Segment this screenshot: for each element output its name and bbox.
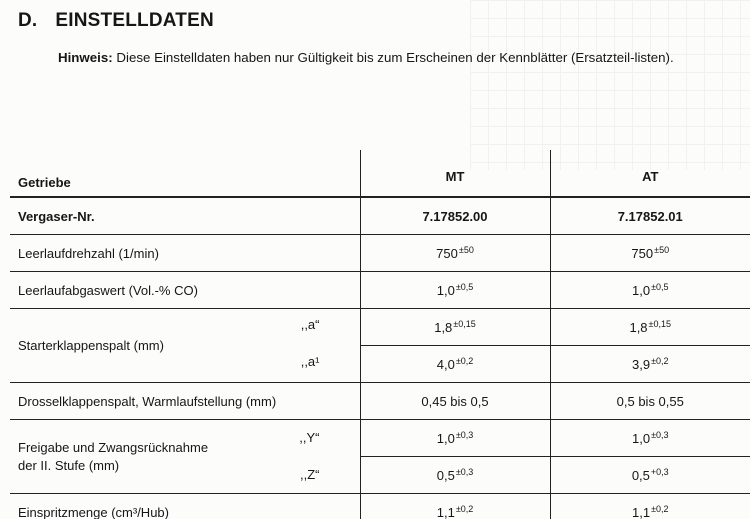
background-grid-pattern [470,0,750,170]
row-label: Vergaser-Nr. [10,197,360,235]
sub-marker-a: ,,a“ [300,317,320,332]
header-mt: MT [360,150,550,197]
table-row-leerlaufabgaswert [10,272,750,309]
value-number: 1,0 [631,283,651,298]
value-number: 4,0 [436,357,455,372]
section-number: D. [18,10,38,31]
value-tolerance: ±0,2 [651,504,669,514]
value-mt [360,309,550,346]
value-mt: 7.17852.00 [360,197,550,235]
row-label: Drosselklappenspalt, Warmlaufstellung (mm) [10,383,360,420]
table-row-einspritzmenge [10,494,750,519]
settings-table [10,150,750,519]
row-label-freigabe [10,420,360,494]
value-tolerance: ±0,2 [651,356,669,366]
header-at: AT [550,150,750,197]
value-tolerance: ±50 [458,245,474,255]
note-text: Diese Einstelldaten haben nur Gültigkeit bis zum Erscheinen der Kennblätter (Ersatzteil-listen). [116,50,674,65]
row-label: Einspritzmenge (cm³/Hub) [10,494,360,519]
value-number: 1,0 [631,431,651,446]
table-header-row [10,150,750,197]
value-at: 0,5 bis 0,55 [550,383,750,420]
value-at [550,346,750,383]
row-label: Leerlaufabgaswert (Vol.-% CO) [10,272,360,309]
row-label: Leerlaufdrehzahl (1/min) [10,235,360,272]
value-tolerance: ±0,5 [651,282,669,292]
value-at: 7.17852.01 [550,197,750,235]
value-tolerance: ±0,15 [648,319,672,329]
sub-marker-a1: ,,a¹ [300,354,320,369]
value-tolerance: ±0,3 [651,430,669,440]
row-label-starterklappenspalt [10,309,360,383]
table-row-leerlaufdrehzahl [10,235,750,272]
note-paragraph [58,49,728,67]
value-tolerance: ±0,2 [455,504,474,514]
section-title: EINSTELLDATEN [55,10,214,31]
value-tolerance: ±50 [654,245,670,255]
row-label-line1: Freigabe und Zwangsrücknahme [18,439,209,455]
value-tolerance: ±0,2 [455,356,474,366]
value-at [550,272,750,309]
value-number: 1,1 [436,505,455,519]
table-row-drosselklappenspalt [10,383,750,420]
value-number: 750 [631,246,654,261]
row-label-line2: der II. Stufe (mm) [18,457,120,473]
value-mt: 0,45 bis 0,5 [360,383,550,420]
note-label: Hinweis: [58,50,113,65]
section-heading [18,10,214,32]
value-number: 0,5 [631,468,650,483]
value-number: 1,0 [436,283,455,298]
value-at [550,494,750,519]
value-number: 1,1 [631,505,651,519]
value-at [550,420,750,457]
value-tolerance: ±0,3 [455,467,474,477]
value-mt [360,272,550,309]
value-mt [360,420,550,457]
table-row-starterklappenspalt-a [10,309,750,346]
value-at [550,235,750,272]
value-mt [360,457,550,494]
value-number: 1,8 [629,320,648,335]
value-number: 1,8 [434,320,453,335]
value-at [550,309,750,346]
value-mt [360,346,550,383]
value-number: 750 [436,246,458,261]
value-number: 1,0 [436,431,455,446]
value-mt [360,494,550,519]
sub-marker-y: ,,Y“ [299,430,320,445]
row-label: Starterklappenspalt (mm) [18,338,164,353]
value-tolerance: ±0,5 [455,282,474,292]
header-label: Getriebe [10,150,360,197]
sub-marker-z: ,,Z“ [300,467,320,482]
table-row-vergaser [10,197,750,235]
value-tolerance: +0,3 [650,467,669,477]
value-mt [360,235,550,272]
table-row-freigabe-y [10,420,750,457]
value-tolerance: ±0,15 [453,319,476,329]
value-number: 0,5 [436,468,455,483]
value-tolerance: ±0,3 [455,430,474,440]
value-at [550,457,750,494]
value-number: 3,9 [631,357,651,372]
